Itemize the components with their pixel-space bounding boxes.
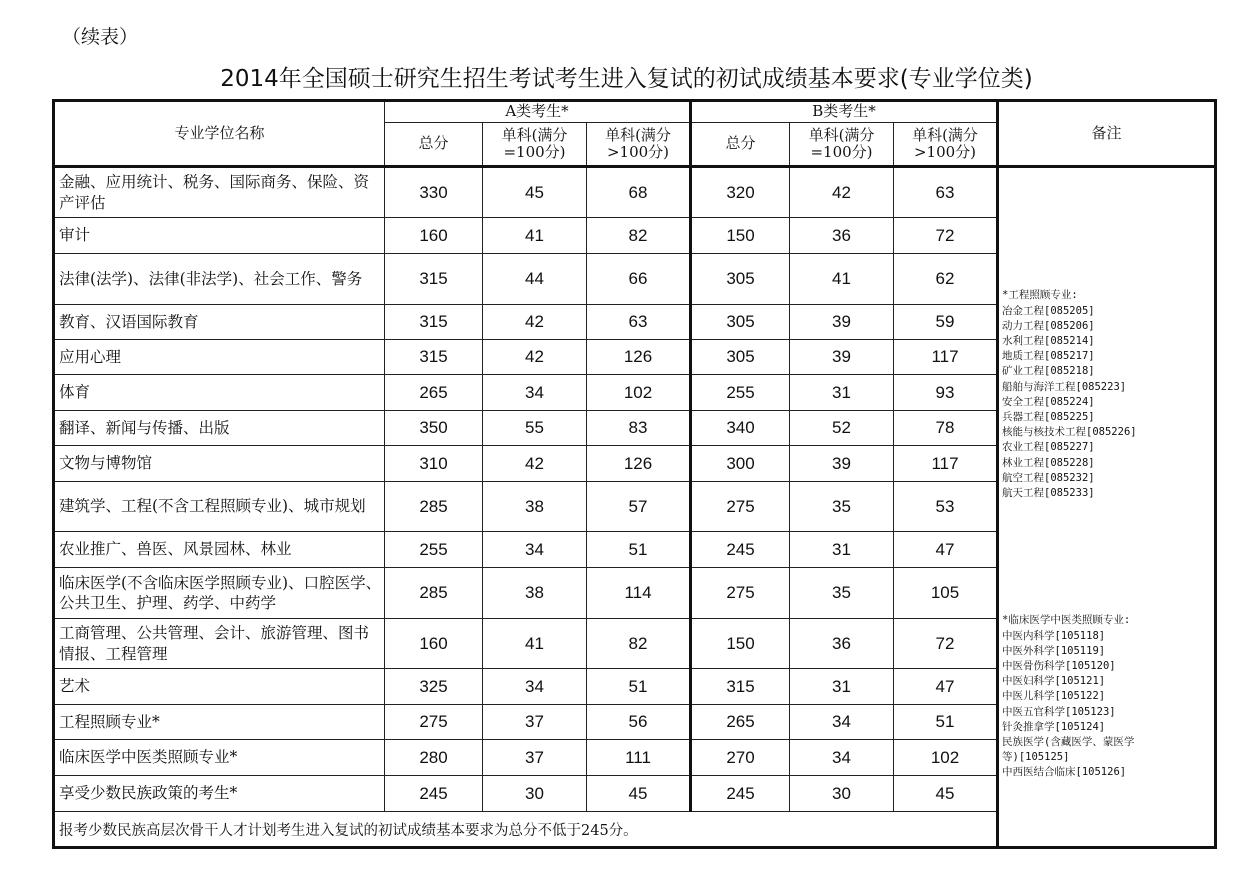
score-a-single-over100: 57 — [587, 482, 691, 532]
engineering-major-item: 矿业工程[085218] — [1002, 365, 1095, 378]
score-a-total: 280 — [385, 740, 483, 776]
score-b-single-over100: 72 — [894, 218, 998, 254]
score-b-single-over100: 102 — [894, 740, 998, 776]
score-a-total: 310 — [385, 446, 483, 482]
score-a-total: 255 — [385, 532, 483, 568]
medical-major-item: 中医外科学[105119] — [1002, 644, 1106, 657]
score-b-single-over100: 105 — [894, 568, 998, 619]
score-b-total: 245 — [691, 776, 790, 812]
major-name: 金融、应用统计、税务、国际商务、保险、资产评估 — [54, 167, 385, 218]
score-b-total: 305 — [691, 254, 790, 305]
score-b-single100: 41 — [790, 254, 894, 305]
score-a-single100: 34 — [483, 669, 587, 705]
score-a-single-over100: 126 — [587, 446, 691, 482]
major-name: 文物与博物馆 — [54, 446, 385, 482]
medical-major-item: 针灸推拿学[105124] — [1002, 720, 1106, 733]
score-b-single-over100: 45 — [894, 776, 998, 812]
engineering-major-item: 航空工程[085232] — [1002, 471, 1095, 484]
header-b-total: 总分 — [691, 123, 790, 167]
score-a-total: 330 — [385, 167, 483, 218]
major-name: 工商管理、公共管理、会计、旅游管理、图书情报、工程管理 — [54, 619, 385, 669]
score-a-single-over100: 111 — [587, 740, 691, 776]
score-b-single100: 30 — [790, 776, 894, 812]
engineering-major-item: 核能与核技术工程[085226] — [1002, 426, 1137, 439]
score-a-single100: 45 — [483, 167, 587, 218]
header-group-b: B类考生* — [691, 101, 998, 123]
score-a-single-over100: 114 — [587, 568, 691, 619]
score-b-single-over100: 51 — [894, 705, 998, 740]
score-b-single-over100: 47 — [894, 669, 998, 705]
header-notes: 备注 — [998, 101, 1216, 167]
score-a-single100: 34 — [483, 375, 587, 411]
medical-major-item: 中医妇科学[105121] — [1002, 675, 1106, 688]
medical-major-item: 中西医结合临床[105126] — [1002, 766, 1127, 779]
score-b-total: 300 — [691, 446, 790, 482]
score-table — [52, 99, 1217, 849]
score-a-single-over100: 63 — [587, 305, 691, 340]
engineering-major-item: 冶金工程[085205] — [1002, 304, 1095, 317]
score-b-single-over100: 59 — [894, 305, 998, 340]
score-a-single-over100: 51 — [587, 532, 691, 568]
header-name: 专业学位名称 — [54, 101, 385, 167]
score-a-total: 315 — [385, 305, 483, 340]
score-b-total: 245 — [691, 532, 790, 568]
major-name: 农业推广、兽医、风景园林、林业 — [54, 532, 385, 568]
score-b-total: 340 — [691, 411, 790, 446]
major-name: 艺术 — [54, 669, 385, 705]
score-b-single-over100: 78 — [894, 411, 998, 446]
score-a-single-over100: 51 — [587, 669, 691, 705]
engineering-notes-heading: *工程照顾专业: — [1002, 289, 1078, 302]
header-a-single-over100: 单科(满分>100分) — [587, 123, 691, 167]
header-group-a: A类考生* — [385, 101, 691, 123]
score-b-single100: 36 — [790, 218, 894, 254]
major-name: 法律(法学)、法律(非法学)、社会工作、警务 — [54, 254, 385, 305]
score-b-total: 150 — [691, 218, 790, 254]
score-a-single100: 30 — [483, 776, 587, 812]
notes-cell — [998, 167, 1216, 848]
engineering-major-item: 安全工程[085224] — [1002, 395, 1095, 408]
page-title: 2014年全国硕士研究生招生考试考生进入复试的初试成绩基本要求(专业学位类) — [220, 66, 1033, 92]
score-a-single100: 55 — [483, 411, 587, 446]
score-b-total: 320 — [691, 167, 790, 218]
score-b-single-over100: 53 — [894, 482, 998, 532]
score-b-total: 275 — [691, 568, 790, 619]
score-a-total: 315 — [385, 254, 483, 305]
score-a-single-over100: 56 — [587, 705, 691, 740]
score-b-single100: 36 — [790, 619, 894, 669]
score-b-total: 305 — [691, 305, 790, 340]
score-b-total: 255 — [691, 375, 790, 411]
score-b-total: 150 — [691, 619, 790, 669]
major-name: 临床医学中医类照顾专业* — [54, 740, 385, 776]
medical-major-item: 中医内科学[105118] — [1002, 629, 1106, 642]
engineering-major-item: 农业工程[085227] — [1002, 441, 1095, 454]
major-name: 审计 — [54, 218, 385, 254]
score-a-total: 285 — [385, 568, 483, 619]
major-name: 工程照顾专业* — [54, 705, 385, 740]
score-b-single100: 35 — [790, 568, 894, 619]
score-a-single100: 42 — [483, 340, 587, 375]
score-a-total: 160 — [385, 218, 483, 254]
score-b-total: 270 — [691, 740, 790, 776]
medical-major-item: 民族医学(含藏医学、蒙医学 — [1002, 735, 1135, 748]
score-a-total: 325 — [385, 669, 483, 705]
major-name: 享受少数民族政策的考生* — [54, 776, 385, 812]
score-b-single100: 31 — [790, 669, 894, 705]
score-a-total: 275 — [385, 705, 483, 740]
score-b-single100: 31 — [790, 375, 894, 411]
header-a-total: 总分 — [385, 123, 483, 167]
score-b-single100: 42 — [790, 167, 894, 218]
score-b-single-over100: 47 — [894, 532, 998, 568]
score-b-single100: 35 — [790, 482, 894, 532]
continuation-label: （续表） — [62, 26, 139, 48]
major-name: 临床医学(不含临床医学照顾专业)、口腔医学、公共卫生、护理、药学、中药学 — [54, 568, 385, 619]
score-a-single100: 37 — [483, 740, 587, 776]
footer-note: 报考少数民族高层次骨干人才计划考生进入复试的初试成绩基本要求为总分不低于245分。 — [54, 812, 998, 848]
score-a-total: 285 — [385, 482, 483, 532]
score-a-single100: 37 — [483, 705, 587, 740]
major-name: 应用心理 — [54, 340, 385, 375]
score-a-single100: 42 — [483, 305, 587, 340]
engineering-major-item: 水利工程[085214] — [1002, 335, 1095, 348]
engineering-major-item: 船舶与海洋工程[085223] — [1002, 380, 1127, 393]
score-a-single-over100: 82 — [587, 218, 691, 254]
score-b-single-over100: 63 — [894, 167, 998, 218]
score-b-single100: 39 — [790, 305, 894, 340]
engineering-major-item: 动力工程[085206] — [1002, 319, 1095, 332]
score-a-single-over100: 45 — [587, 776, 691, 812]
score-b-single100: 34 — [790, 740, 894, 776]
score-b-total: 305 — [691, 340, 790, 375]
score-b-single-over100: 93 — [894, 375, 998, 411]
medical-major-item: 中医五官科学[105123] — [1002, 705, 1116, 718]
score-b-total: 265 — [691, 705, 790, 740]
major-name: 教育、汉语国际教育 — [54, 305, 385, 340]
score-a-single100: 44 — [483, 254, 587, 305]
score-a-single-over100: 82 — [587, 619, 691, 669]
score-a-single-over100: 83 — [587, 411, 691, 446]
score-b-total: 315 — [691, 669, 790, 705]
score-b-single100: 31 — [790, 532, 894, 568]
score-b-single100: 39 — [790, 340, 894, 375]
score-a-total: 160 — [385, 619, 483, 669]
engineering-major-item: 兵器工程[085225] — [1002, 411, 1095, 424]
score-b-single100: 39 — [790, 446, 894, 482]
score-a-single-over100: 102 — [587, 375, 691, 411]
medical-notes-heading: *临床医学中医类照顾专业: — [1002, 614, 1131, 627]
score-a-single-over100: 126 — [587, 340, 691, 375]
score-a-single-over100: 68 — [587, 167, 691, 218]
score-a-single100: 34 — [483, 532, 587, 568]
score-a-total: 245 — [385, 776, 483, 812]
header-a-single100: 单科(满分=100分) — [483, 123, 587, 167]
major-name: 建筑学、工程(不含工程照顾专业)、城市规划 — [54, 482, 385, 532]
score-b-total: 275 — [691, 482, 790, 532]
score-a-single100: 38 — [483, 568, 587, 619]
engineering-major-item: 林业工程[085228] — [1002, 456, 1095, 469]
score-b-single-over100: 117 — [894, 446, 998, 482]
score-b-single100: 34 — [790, 705, 894, 740]
score-a-single100: 41 — [483, 218, 587, 254]
engineering-major-item: 航天工程[085233] — [1002, 487, 1095, 500]
score-b-single-over100: 72 — [894, 619, 998, 669]
medical-major-item: 中医儿科学[105122] — [1002, 690, 1106, 703]
medical-major-item: 等)[105125] — [1002, 751, 1070, 764]
score-a-single-over100: 66 — [587, 254, 691, 305]
major-name: 体育 — [54, 375, 385, 411]
score-b-single100: 52 — [790, 411, 894, 446]
score-a-single100: 41 — [483, 619, 587, 669]
score-b-single-over100: 117 — [894, 340, 998, 375]
table-row — [54, 167, 1216, 218]
header-b-single100: 单科(满分=100分) — [790, 123, 894, 167]
major-name: 翻译、新闻与传播、出版 — [54, 411, 385, 446]
medical-major-item: 中医骨伤科学[105120] — [1002, 659, 1116, 672]
score-a-total: 265 — [385, 375, 483, 411]
score-a-single100: 38 — [483, 482, 587, 532]
header-b-single-over100: 单科(满分>100分) — [894, 123, 998, 167]
score-a-total: 350 — [385, 411, 483, 446]
score-a-single100: 42 — [483, 446, 587, 482]
score-a-total: 315 — [385, 340, 483, 375]
score-b-single-over100: 62 — [894, 254, 998, 305]
engineering-major-item: 地质工程[085217] — [1002, 350, 1095, 363]
